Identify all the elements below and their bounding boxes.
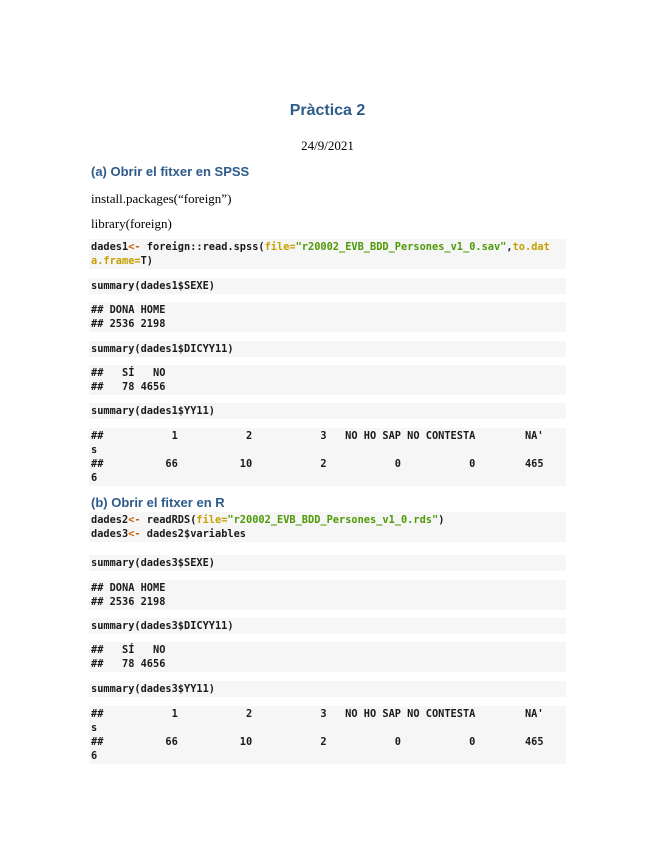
- page-title: Pràctica 2: [289, 102, 366, 119]
- code-read-spss: dades1<- foreign::read.spss(file="r20002_EVB_BDD_Persones_v1_0.sav",to.dat a.frame=T): [89, 239, 566, 269]
- code-summary-dicyy11-a: summary(dades1$DICYY11): [89, 341, 566, 357]
- section-a-heading: (a) Obrir el fitxer en SPSS: [91, 164, 250, 179]
- code-summary-sexe-a: summary(dades1$SEXE): [89, 278, 566, 294]
- section-b-heading: (b) Obrir el fitxer en R: [91, 495, 225, 510]
- page-date: 24/9/2021: [301, 138, 354, 153]
- code-summary-yy11-b: summary(dades3$YY11): [89, 681, 566, 697]
- output-sexe-a: ## DONA HOME ## 2536 2198: [89, 302, 566, 332]
- output-yy11-a: ## 1 2 3 NO HO SAP NO CONTESTA NA' s ## 66 10 2 0 0 465 6: [89, 428, 566, 486]
- code-summary-yy11-a: summary(dades1$YY11): [89, 403, 566, 419]
- install-packages-text: install.packages(“foreign”): [91, 191, 232, 206]
- code-read-rds: dades2<- readRDS(file="r20002_EVB_BDD_Persones_v1_0.rds") dades3<- dades2$variables: [89, 512, 566, 542]
- output-dicyy11-b: ## SÍ NO ## 78 4656: [89, 642, 566, 672]
- output-yy11-b: ## 1 2 3 NO HO SAP NO CONTESTA NA' s ## 66 10 2 0 0 465 6: [89, 706, 566, 764]
- library-text: library(foreign): [91, 216, 172, 231]
- output-sexe-b: ## DONA HOME ## 2536 2198: [89, 580, 566, 610]
- output-dicyy11-a: ## SÍ NO ## 78 4656: [89, 365, 566, 395]
- code-summary-dicyy11-b: summary(dades3$DICYY11): [89, 618, 566, 634]
- code-summary-sexe-b: summary(dades3$SEXE): [89, 555, 566, 571]
